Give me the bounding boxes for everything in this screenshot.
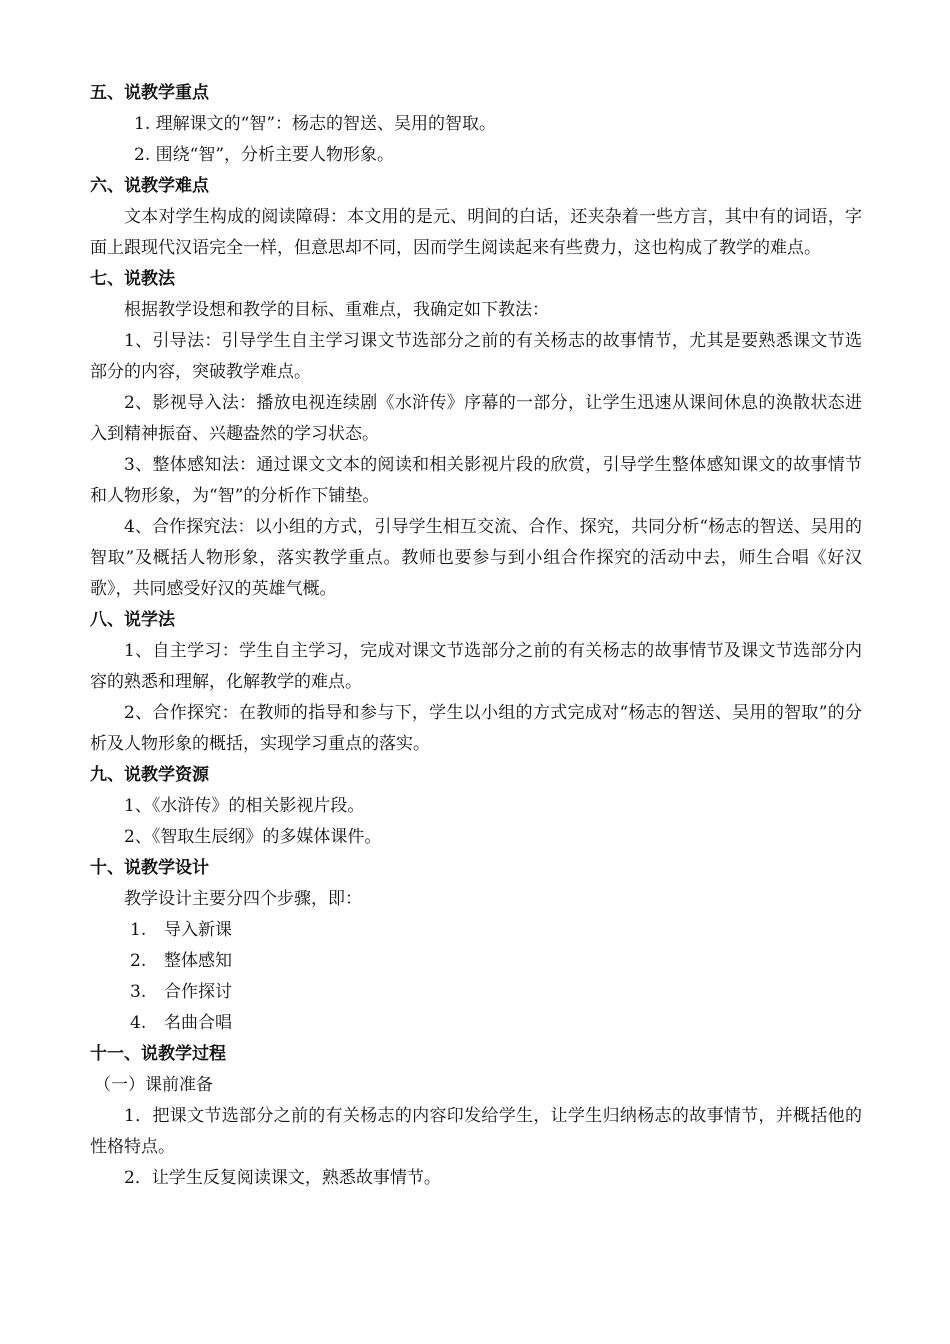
document-page	[90, 78, 862, 1194]
section-heading-7: 七、说教法	[90, 269, 175, 289]
key-point-1: 1. 理解课文的“智”：杨志的智送、吴用的智取。	[134, 114, 497, 134]
teaching-method-1: 1、引导法：引导学生自主学习课文节选部分之前的有关杨志的故事情节，尤其是要熟悉课文节选部分的内容，突破教学难点。	[90, 331, 862, 382]
subsection-heading: （一）课前准备	[94, 1075, 213, 1095]
section-heading-10: 十、说教学设计	[90, 858, 209, 878]
learning-method-1: 1、自主学习：学生自主学习，完成对课文节选部分之前的有关杨志的故事情节及课文节选部分内容的熟悉和理解，化解教学的难点。	[90, 641, 862, 692]
learning-method-2: 2、合作探究：在教师的指导和参与下，学生以小组的方式完成对“杨志的智送、吴用的智取”的分析及人物形象的概括，实现学习重点的落实。	[90, 703, 862, 754]
teaching-method-2: 2、影视导入法：播放电视连续剧《水浒传》序幕的一部分，让学生迅速从课间休息的涣散状态进入到精神振奋、兴趣盎然的学习状态。	[90, 393, 862, 444]
design-step: 1. 导入新课	[130, 920, 232, 940]
teaching-method-4: 4、合作探究法：以小组的方式，引导学生相互交流、合作、探究，共同分析“杨志的智送、吴用的智取”及概括人物形象，落实教学重点。教师也要参与到小组合作探究的活动中去，师生合唱《好汉歌》，共同感受好汉的英雄气概。	[90, 517, 862, 599]
key-point-2: 2. 围绕“智”，分析主要人物形象。	[134, 145, 395, 165]
prep-item-1: 1．把课文节选部分之前的有关杨志的内容印发给学生，让学生归纳杨志的故事情节，并概括他的性格特点。	[90, 1106, 862, 1157]
difficulty-paragraph: 文本对学生构成的阅读障碍：本文用的是元、明间的白话，还夹杂着一些方言，其中有的词语，字面上跟现代汉语完全一样，但意思却不同，因而学生阅读起来有些费力，这也构成了教学的难点。	[90, 207, 862, 258]
teaching-method-intro: 根据教学设想和教学的目标、重难点，我确定如下教法：	[124, 300, 549, 320]
design-intro: 教学设计主要分四个步骤，即：	[124, 889, 362, 909]
design-step: 3. 合作探讨	[130, 982, 232, 1002]
section-heading-9: 九、说教学资源	[90, 765, 209, 785]
design-step: 4. 名曲合唱	[130, 1013, 232, 1033]
section-heading-8: 八、说学法	[90, 610, 175, 630]
section-heading-6: 六、说教学难点	[90, 176, 209, 196]
section-heading-11: 十一、说教学过程	[90, 1044, 226, 1064]
resource-2: 2、《智取生辰纲》的多媒体课件。	[124, 827, 382, 847]
section-heading-5: 五、说教学重点	[90, 83, 209, 103]
resource-1: 1、《水浒传》的相关影视片段。	[124, 796, 365, 816]
teaching-method-3: 3、整体感知法：通过课文文本的阅读和相关影视片段的欣赏，引导学生整体感知课文的故事情节和人物形象，为“智”的分析作下铺垫。	[90, 455, 862, 506]
design-step: 2. 整体感知	[130, 951, 232, 971]
prep-item-2: 2．让学生反复阅读课文，熟悉故事情节。	[124, 1168, 441, 1188]
